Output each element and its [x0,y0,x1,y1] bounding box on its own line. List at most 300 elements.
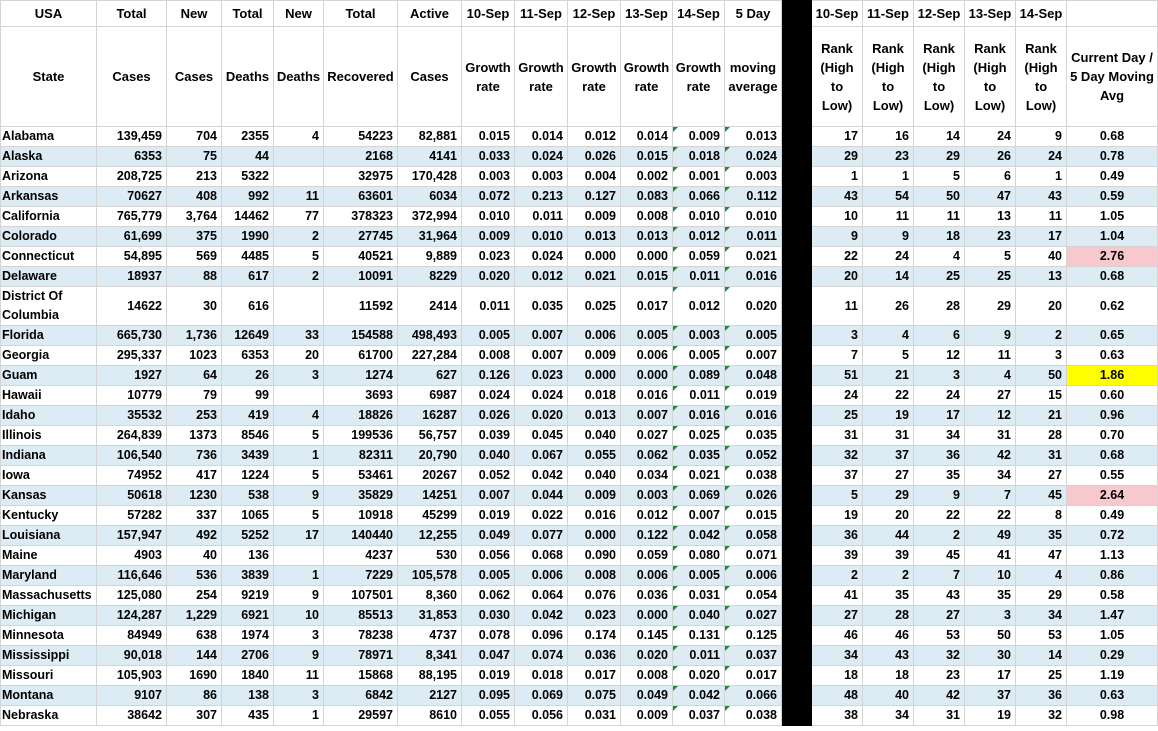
recovered-cell: 4237 [324,546,398,566]
header-top-cell: 13-Sep [621,1,673,27]
r12-cell: 34 [914,426,965,446]
g14-cell: 0.080 [673,546,725,566]
recovered-cell: 61700 [324,346,398,366]
r12-cell: 50 [914,187,965,207]
comment-marker-icon [725,466,730,471]
g10-cell: 0.055 [462,706,515,726]
ratio-cell: 1.47 [1067,606,1158,626]
column-separator [782,586,812,606]
ratio-cell: 0.68 [1067,267,1158,287]
avg5-cell: 0.005 [725,326,782,346]
table-row [1,466,1158,486]
g12-cell: 0.012 [568,127,621,147]
g10-cell: 0.078 [462,626,515,646]
r14-cell: 27 [1016,466,1067,486]
total_deaths-cell: 616 [222,287,274,326]
header-sub-cell: Growth rate [462,27,515,127]
table-row [1,187,1158,207]
r13-cell: 31 [965,426,1016,446]
ratio-cell: 0.58 [1067,586,1158,606]
active-cell: 45299 [398,506,462,526]
new_cases-cell: 30 [167,287,222,326]
recovered-cell: 154588 [324,326,398,346]
comment-marker-icon [725,326,730,331]
header-top-cell: 11-Sep [515,1,568,27]
g10-cell: 0.026 [462,406,515,426]
comment-marker-icon [673,366,678,371]
new_deaths-cell [274,147,324,167]
r14-cell: 50 [1016,366,1067,386]
recovered-cell: 85513 [324,606,398,626]
table-row [1,706,1158,726]
g14-cell: 0.035 [673,446,725,466]
r11-cell: 16 [863,127,914,147]
r11-cell: 5 [863,346,914,366]
r14-cell: 36 [1016,686,1067,706]
r11-cell: 44 [863,526,914,546]
r13-cell: 49 [965,526,1016,546]
r14-cell: 34 [1016,606,1067,626]
total_cases-cell: 74952 [97,466,167,486]
r13-cell: 3 [965,606,1016,626]
table-row [1,267,1158,287]
g13-cell: 0.006 [621,566,673,586]
table-row [1,167,1158,187]
avg5-cell: 0.019 [725,386,782,406]
g11-cell: 0.022 [515,506,568,526]
g12-cell: 0.017 [568,666,621,686]
comment-marker-icon [673,406,678,411]
new_cases-cell: 79 [167,386,222,406]
total_cases-cell: 9107 [97,686,167,706]
recovered-cell: 378323 [324,207,398,227]
comment-marker-icon [725,247,730,252]
header-top-row [1,1,1158,27]
r13-cell: 47 [965,187,1016,207]
g11-cell: 0.213 [515,187,568,207]
new_cases-cell: 1023 [167,346,222,366]
g11-cell: 0.077 [515,526,568,546]
total_deaths-cell: 992 [222,187,274,207]
g12-cell: 0.000 [568,247,621,267]
total_deaths-cell: 1840 [222,666,274,686]
r14-cell: 40 [1016,247,1067,267]
g13-cell: 0.015 [621,267,673,287]
column-separator [782,1,812,27]
g13-cell: 0.008 [621,207,673,227]
r10-cell: 38 [812,706,863,726]
avg5-cell: 0.020 [725,287,782,326]
r13-cell: 11 [965,346,1016,366]
table-row [1,486,1158,506]
header-top-cell: 14-Sep [673,1,725,27]
new_cases-cell: 1690 [167,666,222,686]
ratio-cell: 0.78 [1067,147,1158,167]
g14-cell: 0.025 [673,426,725,446]
comment-marker-icon [673,706,678,711]
ratio-cell: 0.72 [1067,526,1158,546]
total_cases-cell: 139,459 [97,127,167,147]
g11-cell: 0.074 [515,646,568,666]
g14-cell: 0.037 [673,706,725,726]
total_cases-cell: 35532 [97,406,167,426]
r12-cell: 24 [914,386,965,406]
g10-cell: 0.007 [462,486,515,506]
table-row [1,546,1158,566]
avg5-cell: 0.021 [725,247,782,267]
header-sub-cell: Growth rate [673,27,725,127]
column-separator [782,127,812,147]
table-row [1,526,1158,546]
g10-cell: 0.024 [462,386,515,406]
active-cell: 31,853 [398,606,462,626]
g12-cell: 0.055 [568,446,621,466]
state-name-cell: Idaho [1,406,97,426]
r13-cell: 26 [965,147,1016,167]
g11-cell: 0.044 [515,486,568,506]
r14-cell: 29 [1016,586,1067,606]
recovered-cell: 15868 [324,666,398,686]
column-separator [782,466,812,486]
g11-cell: 0.042 [515,606,568,626]
header-top-cell: Total [222,1,274,27]
recovered-cell: 11592 [324,287,398,326]
g11-cell: 0.012 [515,267,568,287]
g12-cell: 0.018 [568,386,621,406]
r13-cell: 23 [965,227,1016,247]
g10-cell: 0.003 [462,167,515,187]
r12-cell: 28 [914,287,965,326]
active-cell: 8,341 [398,646,462,666]
g10-cell: 0.049 [462,526,515,546]
recovered-cell: 3693 [324,386,398,406]
comment-marker-icon [725,706,730,711]
r11-cell: 9 [863,227,914,247]
new_cases-cell: 3,764 [167,207,222,227]
g10-cell: 0.033 [462,147,515,167]
total_cases-cell: 4903 [97,546,167,566]
new_cases-cell: 1230 [167,486,222,506]
ratio-cell: 1.05 [1067,207,1158,227]
header-top-cell [1067,1,1158,27]
r11-cell: 20 [863,506,914,526]
state-name-cell: California [1,207,97,227]
r10-cell: 25 [812,406,863,426]
total_cases-cell: 264,839 [97,426,167,446]
comment-marker-icon [725,546,730,551]
active-cell: 627 [398,366,462,386]
r12-cell: 43 [914,586,965,606]
header-sub-cell: Deaths [222,27,274,127]
r13-cell: 34 [965,466,1016,486]
new_deaths-cell: 1 [274,446,324,466]
g13-cell: 0.006 [621,346,673,366]
new_cases-cell: 375 [167,227,222,247]
recovered-cell: 2168 [324,147,398,167]
avg5-cell: 0.048 [725,366,782,386]
avg5-cell: 0.015 [725,506,782,526]
r14-cell: 1 [1016,167,1067,187]
active-cell: 8,360 [398,586,462,606]
active-cell: 9,889 [398,247,462,267]
g14-cell: 0.007 [673,506,725,526]
r14-cell: 4 [1016,566,1067,586]
new_deaths-cell [274,386,324,406]
r10-cell: 46 [812,626,863,646]
table-row [1,606,1158,626]
column-separator [782,267,812,287]
header-sub-cell: Recovered [324,27,398,127]
ratio-cell: 1.05 [1067,626,1158,646]
active-cell: 2414 [398,287,462,326]
g12-cell: 0.009 [568,486,621,506]
r12-cell: 23 [914,666,965,686]
new_cases-cell: 213 [167,167,222,187]
g10-cell: 0.010 [462,207,515,227]
g13-cell: 0.017 [621,287,673,326]
comment-marker-icon [725,406,730,411]
g14-cell: 0.011 [673,646,725,666]
column-separator [782,366,812,386]
ratio-cell: 0.86 [1067,566,1158,586]
header-sub-cell: Rank (High to Low) [863,27,914,127]
table-row [1,287,1158,326]
state-name-cell: Georgia [1,346,97,366]
g12-cell: 0.006 [568,326,621,346]
r13-cell: 24 [965,127,1016,147]
avg5-cell: 0.038 [725,466,782,486]
r14-cell: 9 [1016,127,1067,147]
g14-cell: 0.016 [673,406,725,426]
g10-cell: 0.062 [462,586,515,606]
g12-cell: 0.023 [568,606,621,626]
new_cases-cell: 75 [167,147,222,167]
g12-cell: 0.021 [568,267,621,287]
new_cases-cell: 88 [167,267,222,287]
r13-cell: 50 [965,626,1016,646]
g13-cell: 0.015 [621,147,673,167]
r11-cell: 26 [863,287,914,326]
g11-cell: 0.042 [515,466,568,486]
g10-cell: 0.072 [462,187,515,207]
g14-cell: 0.001 [673,167,725,187]
comment-marker-icon [725,646,730,651]
r14-cell: 24 [1016,147,1067,167]
g12-cell: 0.016 [568,506,621,526]
g10-cell: 0.023 [462,247,515,267]
column-separator [782,147,812,167]
g14-cell: 0.069 [673,486,725,506]
r12-cell: 45 [914,546,965,566]
comment-marker-icon [673,566,678,571]
g13-cell: 0.012 [621,506,673,526]
active-cell: 6987 [398,386,462,406]
table-row [1,127,1158,147]
ratio-cell: 0.59 [1067,187,1158,207]
comment-marker-icon [725,127,730,132]
g12-cell: 0.000 [568,366,621,386]
state-name-cell: Kansas [1,486,97,506]
recovered-cell: 6842 [324,686,398,706]
g14-cell: 0.059 [673,247,725,267]
table-row [1,386,1158,406]
g13-cell: 0.020 [621,646,673,666]
r12-cell: 27 [914,606,965,626]
g12-cell: 0.076 [568,586,621,606]
r13-cell: 25 [965,267,1016,287]
g11-cell: 0.003 [515,167,568,187]
r14-cell: 17 [1016,227,1067,247]
column-separator [782,446,812,466]
ratio-cell: 0.68 [1067,127,1158,147]
total_deaths-cell: 3439 [222,446,274,466]
new_cases-cell: 64 [167,366,222,386]
r10-cell: 20 [812,267,863,287]
recovered-cell: 40521 [324,247,398,267]
avg5-cell: 0.071 [725,546,782,566]
r11-cell: 37 [863,446,914,466]
ratio-cell: 1.13 [1067,546,1158,566]
g10-cell: 0.047 [462,646,515,666]
new_deaths-cell: 9 [274,486,324,506]
header-sub-cell: Current Day / 5 Day Moving Avg [1067,27,1158,127]
r12-cell: 11 [914,207,965,227]
g14-cell: 0.020 [673,666,725,686]
comment-marker-icon [725,666,730,671]
new_deaths-cell: 11 [274,666,324,686]
header-sub-cell: Rank (High to Low) [812,27,863,127]
avg5-cell: 0.024 [725,147,782,167]
recovered-cell: 27745 [324,227,398,247]
ratio-cell: 0.70 [1067,426,1158,446]
r14-cell: 32 [1016,706,1067,726]
total_cases-cell: 61,699 [97,227,167,247]
avg5-cell: 0.112 [725,187,782,207]
table-row [1,147,1158,167]
r11-cell: 19 [863,406,914,426]
total_deaths-cell: 1065 [222,506,274,526]
g11-cell: 0.035 [515,287,568,326]
r11-cell: 14 [863,267,914,287]
column-separator [782,486,812,506]
comment-marker-icon [725,147,730,152]
ratio-cell: 0.63 [1067,686,1158,706]
r12-cell: 22 [914,506,965,526]
column-separator [782,406,812,426]
g12-cell: 0.013 [568,227,621,247]
r10-cell: 27 [812,606,863,626]
state-name-cell: Florida [1,326,97,346]
active-cell: 105,578 [398,566,462,586]
column-separator [782,526,812,546]
g11-cell: 0.064 [515,586,568,606]
ratio-cell: 0.98 [1067,706,1158,726]
table-row [1,506,1158,526]
r11-cell: 29 [863,486,914,506]
total_deaths-cell: 2706 [222,646,274,666]
total_cases-cell: 105,903 [97,666,167,686]
new_deaths-cell: 9 [274,646,324,666]
header-top-cell: 13-Sep [965,1,1016,27]
header-sub-cell: Growth rate [621,27,673,127]
comment-marker-icon [673,127,678,132]
ratio-cell: 1.86 [1067,366,1158,386]
avg5-cell: 0.038 [725,706,782,726]
total_cases-cell: 124,287 [97,606,167,626]
state-name-cell: Mississippi [1,646,97,666]
total_deaths-cell: 2355 [222,127,274,147]
total_cases-cell: 665,730 [97,326,167,346]
r13-cell: 13 [965,207,1016,227]
state-name-cell: Montana [1,686,97,706]
g11-cell: 0.007 [515,326,568,346]
state-name-cell: Illinois [1,426,97,446]
total_deaths-cell: 538 [222,486,274,506]
total_deaths-cell: 9219 [222,586,274,606]
r14-cell: 25 [1016,666,1067,686]
table-row [1,207,1158,227]
active-cell: 6034 [398,187,462,207]
g13-cell: 0.007 [621,406,673,426]
recovered-cell: 107501 [324,586,398,606]
g11-cell: 0.007 [515,346,568,366]
active-cell: 227,284 [398,346,462,366]
comment-marker-icon [673,207,678,212]
r13-cell: 7 [965,486,1016,506]
comment-marker-icon [725,187,730,192]
r13-cell: 22 [965,506,1016,526]
r12-cell: 2 [914,526,965,546]
ratio-cell: 0.96 [1067,406,1158,426]
comment-marker-icon [673,586,678,591]
comment-marker-icon [673,646,678,651]
g14-cell: 0.066 [673,187,725,207]
ratio-cell: 2.76 [1067,247,1158,267]
state-name-cell: Missouri [1,666,97,686]
comment-marker-icon [673,386,678,391]
total_deaths-cell: 1974 [222,626,274,646]
avg5-cell: 0.054 [725,586,782,606]
recovered-cell: 78238 [324,626,398,646]
total_cases-cell: 57282 [97,506,167,526]
r13-cell: 5 [965,247,1016,267]
total_deaths-cell: 99 [222,386,274,406]
g11-cell: 0.067 [515,446,568,466]
comment-marker-icon [673,326,678,331]
comment-marker-icon [725,506,730,511]
new_deaths-cell: 2 [274,267,324,287]
ratio-cell: 0.63 [1067,346,1158,366]
comment-marker-icon [725,207,730,212]
g11-cell: 0.068 [515,546,568,566]
total_cases-cell: 125,080 [97,586,167,606]
r10-cell: 3 [812,326,863,346]
ratio-cell: 0.68 [1067,446,1158,466]
g10-cell: 0.040 [462,446,515,466]
g14-cell: 0.089 [673,366,725,386]
new_deaths-cell: 17 [274,526,324,546]
g10-cell: 0.005 [462,326,515,346]
avg5-cell: 0.027 [725,606,782,626]
total_deaths-cell: 419 [222,406,274,426]
comment-marker-icon [673,486,678,491]
avg5-cell: 0.003 [725,167,782,187]
r12-cell: 9 [914,486,965,506]
state-name-cell: Alabama [1,127,97,147]
new_cases-cell: 253 [167,406,222,426]
total_deaths-cell: 5322 [222,167,274,187]
comment-marker-icon [725,426,730,431]
